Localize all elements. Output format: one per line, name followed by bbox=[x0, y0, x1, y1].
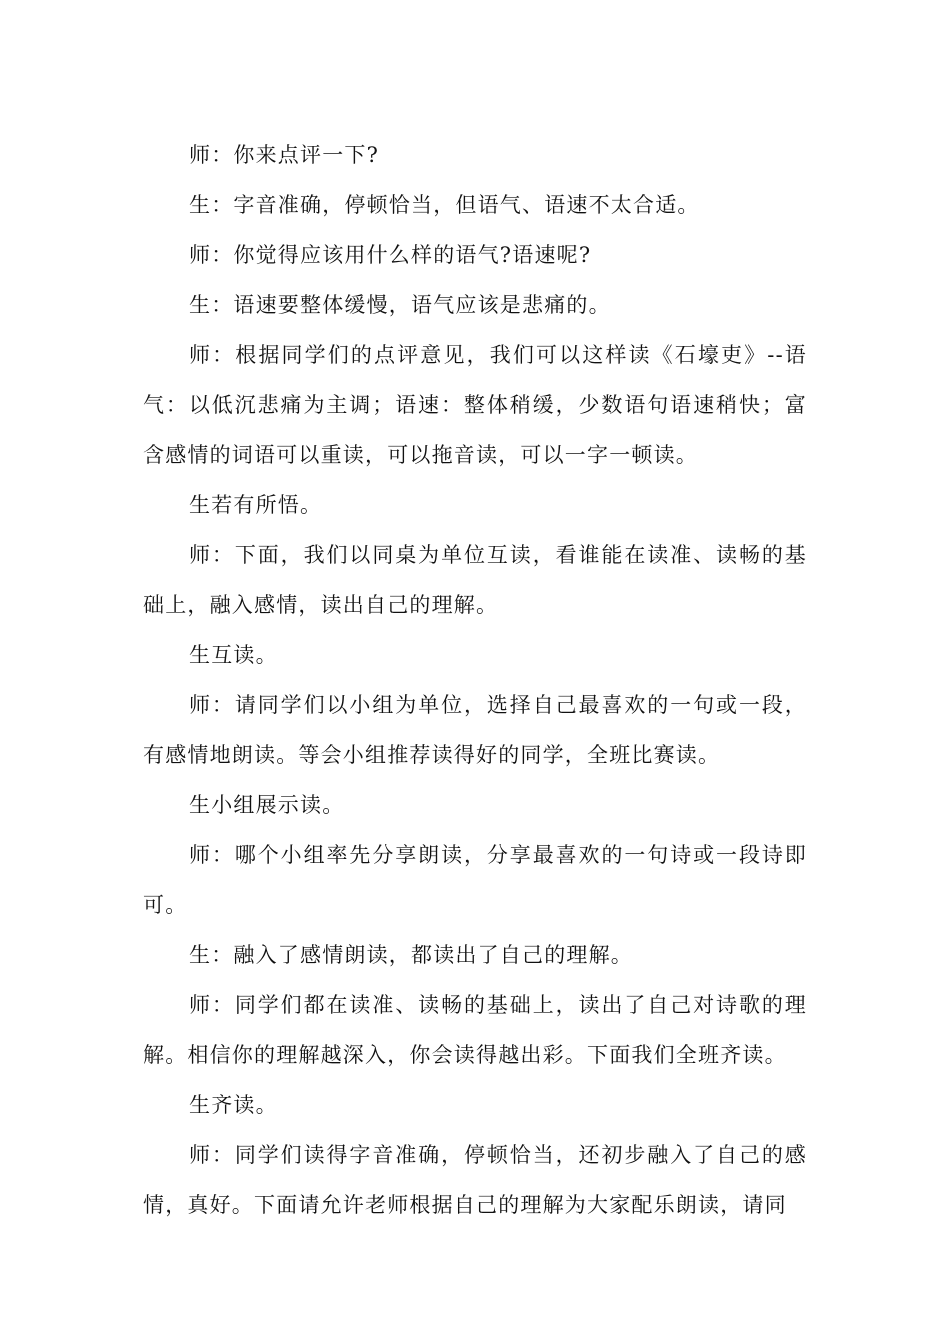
paragraph: 生若有所悟。 bbox=[189, 493, 323, 517]
paragraph: 师：同学们读得字音准确，停顿恰当，还初步融入了自己的感情，真好。下面请允许老师根据自己的理解为大家配乐朗读，请同 bbox=[143, 1143, 807, 1217]
paragraph: 生齐读。 bbox=[189, 1093, 278, 1117]
paragraph: 生小组展示读。 bbox=[189, 793, 345, 817]
paragraph: 生：字音准确，停顿恰当，但语气、语速不太合适。 bbox=[189, 193, 700, 217]
paragraph: 师：你来点评一下? bbox=[189, 143, 380, 167]
paragraph: 师：你觉得应该用什么样的语气?语速呢? bbox=[189, 243, 592, 267]
paragraph: 师：下面，我们以同桌为单位互读，看谁能在读准、读畅的基础上，融入感情，读出自己的理解。 bbox=[143, 543, 807, 617]
document-body bbox=[143, 130, 807, 1230]
paragraph: 师：根据同学们的点评意见，我们可以这样读《石壕吏》--语气：以低沉悲痛为主调；语速：整体稍缓，少数语句语速稍快；富含感情的词语可以重读，可以拖音读，可以一字一顿读。 bbox=[143, 343, 807, 467]
paragraph: 师：哪个小组率先分享朗读，分享最喜欢的一句诗或一段诗即可。 bbox=[143, 843, 807, 917]
paragraph: 生：语速要整体缓慢，语气应该是悲痛的。 bbox=[189, 293, 611, 317]
paragraph: 师：请同学们以小组为单位，选择自己最喜欢的一句或一段，有感情地朗读。等会小组推荐读得好的同学，全班比赛读。 bbox=[143, 693, 807, 767]
paragraph: 师：同学们都在读准、读畅的基础上，读出了自己对诗歌的理解。相信你的理解越深入，你会读得越出彩。下面我们全班齐读。 bbox=[143, 993, 807, 1067]
paragraph: 生互读。 bbox=[189, 643, 278, 667]
paragraph: 生：融入了感情朗读，都读出了自己的理解。 bbox=[189, 943, 633, 967]
